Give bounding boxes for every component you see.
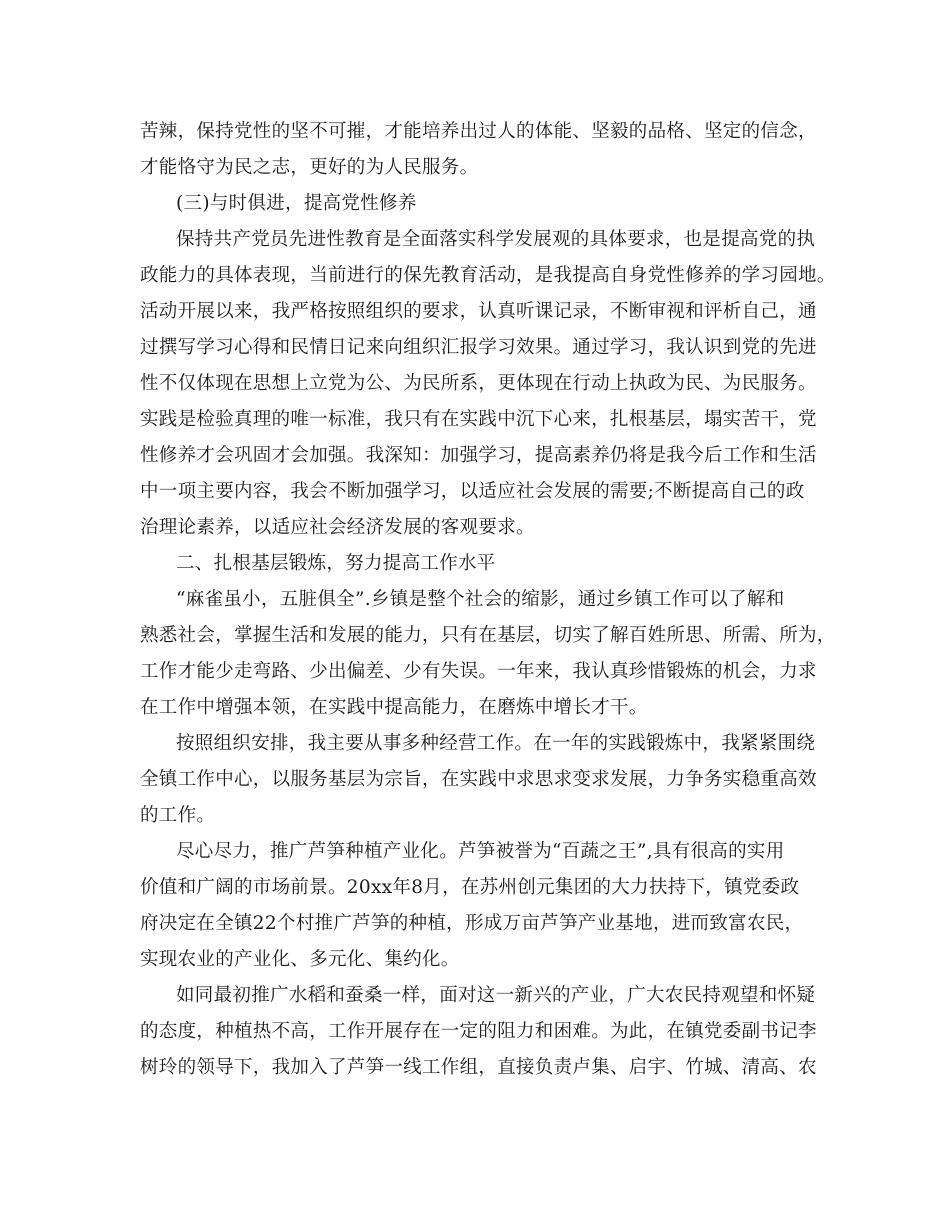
paragraph-line: 在工作中增强本领，在实践中提高能力，在磨炼中增长才干。 [140,697,648,718]
paragraph-line: 过撰写学习心得和民情日记来向组织汇报学习效果。通过学习，我认识到党的先进 [140,337,817,358]
paragraph-line: 的工作。 [140,805,216,826]
paragraph-line: 工作才能少走弯路、少出偏差、少有失误。一年来，我认真珍惜锻炼的机会，力求 [140,661,817,682]
paragraph-line: 按照组织安排，我主要从事多种经营工作。在一年的实践锻炼中，我紧紧围绕 [176,733,816,754]
paragraph-line: 才能恪守为民之志，更好的为人民服务。 [140,157,479,178]
paragraph-line: 实践是检验真理的唯一标准，我只有在实践中沉下心来，扎根基层，塌实苦干，党 [140,409,817,430]
section-heading: (三)与时俱进，提高党性修养 [176,193,417,214]
paragraph-line: 全镇工作中心，以服务基层为宗旨，在实践中求思求变求发展，力争务实稳重高效 [140,769,817,790]
paragraph-line: 保持共产党员先进性教育是全面落实科学发展观的具体要求，也是提高党的执 [176,229,816,250]
paragraph-line: 中一项主要内容，我会不断加强学习，以适应社会发展的需要;不断提高自己的政 [140,481,805,502]
section-heading: 二、扎根基层锻炼，努力提高工作水平 [176,553,496,574]
paragraph-line: 熟悉社会，掌握生活和发展的能力，只有在基层，切实了解百姓所思、所需、所为， [140,625,836,646]
paragraph-line: 价值和广阔的市场前景。20xx年8月，在苏州创元集团的大力扶持下，镇党委政 [140,877,800,898]
paragraph-line: 性修养才会巩固才会加强。我深知：加强学习，提高素养仍将是我今后工作和生活 [140,445,817,466]
paragraph-line: “麻雀虽小，五脏俱全”.乡镇是整个社会的缩影，通过乡镇工作可以了解和 [176,589,785,610]
paragraph-line: 性不仅体现在思想上立党为公、为民所系，更体现在行动上执政为民、为民服务。 [140,373,817,394]
paragraph-line: 府决定在全镇22个村推广芦笋的种植，形成万亩芦笋产业基地，进而致富农民， [140,913,804,934]
paragraph-line: 治理论素养，以适应社会经济发展的客观要求。 [140,517,535,538]
paragraph-line: 苦辣，保持党性的坚不可摧，才能培养出过人的体能、坚毅的品格、坚定的信念， [140,121,817,142]
paragraph-line: 尽心尽力，推广芦笋种植产业化。芦笋被誉为“百蔬之王”,具有很高的实用 [176,841,785,862]
paragraph-line: 如同最初推广水稻和蚕桑一样，面对这一新兴的产业，广大农民持观望和怀疑 [176,985,816,1006]
paragraph-line: 活动开展以来，我严格按照组织的要求，认真听课记录，不断审视和评析自己，通 [140,301,817,322]
paragraph-line: 政能力的具体表现，当前进行的保先教育活动，是我提高自身党性修养的学习园地。 [140,265,836,286]
paragraph-line: 实现农业的产业化、多元化、集约化。 [140,949,460,970]
paragraph-line: 树玲的领导下，我加入了芦笋一线工作组，直接负责卢集、启宇、竹城、清高、农 [140,1057,817,1078]
paragraph-line: 的态度，种植热不高，工作开展存在一定的阻力和困难。为此，在镇党委副书记李 [140,1021,817,1042]
